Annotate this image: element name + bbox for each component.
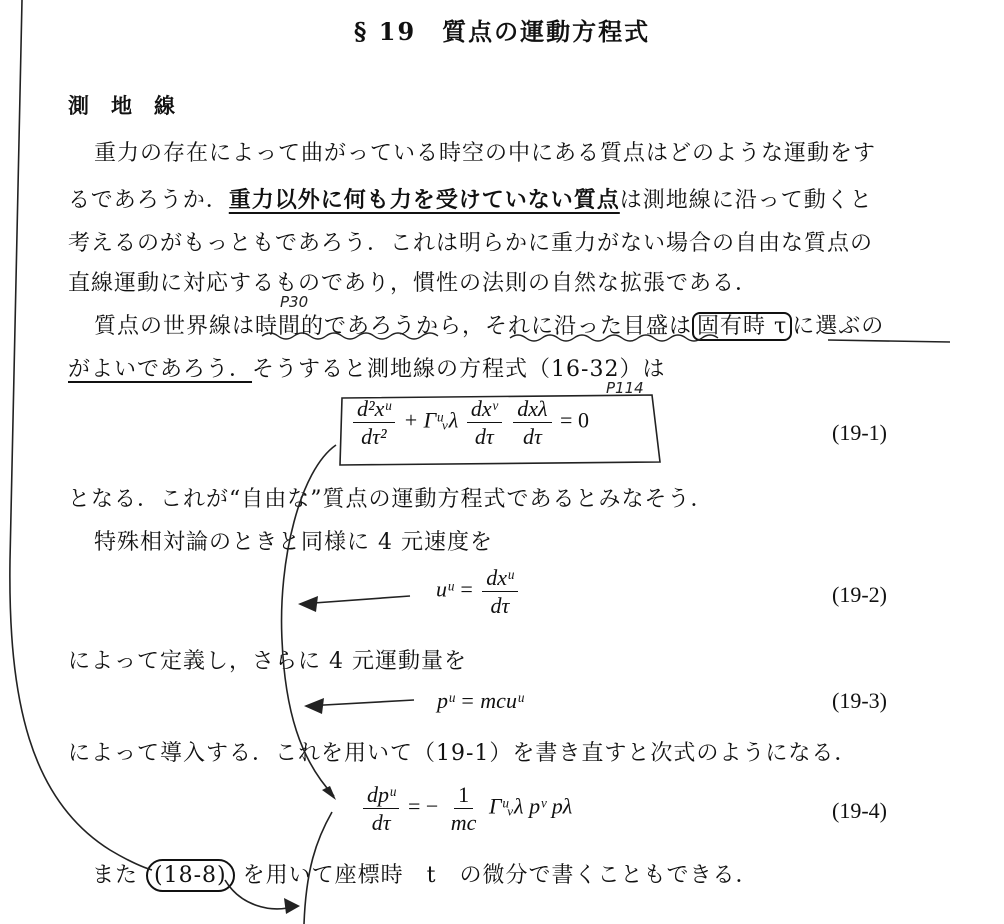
after-eq3: によって導入する．これを用いて（19-1）を書き直すと次式のようになる． <box>68 741 858 766</box>
section-heading: 測地線 <box>68 93 197 118</box>
para2-line1 <box>94 309 884 340</box>
eq4-cnum: 1 <box>454 783 473 809</box>
para1-line1: 重力の存在によって曲がっている時空の中にある質点はどのような運動をす <box>94 141 877 166</box>
eq2-lhs: uᵘ = <box>436 576 474 602</box>
after-eq2: によって定義し，さらに 4 元運動量を <box>68 649 467 674</box>
eq1-frac3-den: dτ <box>522 424 542 450</box>
after-eq1: となる．これが“自由な”質点の運動方程式であるとみなそう． <box>68 487 714 512</box>
eq1-number: (19-1) <box>832 420 887 445</box>
underline-choose <box>828 340 950 342</box>
arrow-head-eq4 <box>322 786 336 800</box>
para1-line2-a: るであろうか． <box>68 188 229 213</box>
eq1-christoffel: + Γᵘᵥλ <box>403 407 459 433</box>
eq1-frac2-num: dxᵛ <box>467 397 502 423</box>
para2-line2-b: そうすると測地線の方程式（16-32）は <box>252 357 666 382</box>
para3: 特殊相対論のときと同様に 4 元速度を <box>94 530 493 555</box>
eq1-frac1 <box>353 397 395 448</box>
para2-line1-d: に選ぶの <box>792 314 885 339</box>
eq1-frac1-num: d²xᵘ <box>353 397 395 423</box>
eq1-frac3-num: dxλ <box>513 397 551 423</box>
last-line-a: また <box>92 863 139 888</box>
eq1-frac2 <box>467 397 502 448</box>
para1-line2 <box>68 183 873 214</box>
para1-line2-c: は測地線に沿って動くと <box>619 188 873 213</box>
last-line <box>92 858 758 889</box>
para1-line4: 直線運動に対応するものであり，慣性の法則の自然な拡張である． <box>68 271 759 296</box>
equation-19-4 <box>360 783 572 834</box>
eq4-rest: Γᵘᵥλ pᵛ pλ <box>488 793 573 819</box>
para2-line2 <box>68 352 665 383</box>
arrow-head-bottom <box>284 898 300 914</box>
handwritten-p30: P30 <box>280 293 309 311</box>
eq2-number: (19-2) <box>832 582 887 607</box>
arrow-head-eq3 <box>304 698 324 714</box>
eq1-frac1-den: dτ² <box>361 424 387 450</box>
eq1-frac3 <box>513 397 551 448</box>
eq4-num: dpᵘ <box>363 783 399 809</box>
equation-19-3: pᵘ = mcuᵘ <box>437 688 524 713</box>
para2-line1-b: それに沿った目盛は <box>485 314 693 339</box>
equation-19-1 <box>350 397 589 448</box>
eq4-frac1 <box>363 783 399 834</box>
eq3-number: (19-3) <box>832 688 887 713</box>
eq2-num: dxᵘ <box>482 566 517 592</box>
equation-19-2 <box>436 566 521 617</box>
para1-line3: 考えるのがもっともであろう．これは明らかに重力がない場合の自由な質点の <box>68 231 874 256</box>
arrow-eq3 <box>306 700 414 706</box>
eq4-den: dτ <box>371 810 391 836</box>
eq2-frac <box>482 566 517 617</box>
eq1-frac2-den: dτ <box>474 424 494 450</box>
para2-line2-a: がよいであろう． <box>68 357 253 382</box>
underlined-free-particle: 重力以外に何も力を受けていない質点 <box>228 187 620 213</box>
handwritten-p114: P114 <box>606 379 644 397</box>
eq4-number: (19-4) <box>832 798 887 823</box>
proper-time-boxed: 固有時 τ <box>692 312 792 341</box>
arrow-head-eq2 <box>298 596 318 612</box>
last-line-b: を用いて座標時 t の微分で書くこともできる． <box>242 863 759 888</box>
eq4-frac2 <box>447 783 481 834</box>
eq1-rhs: = 0 <box>560 407 589 433</box>
eq2-den: dτ <box>490 593 510 619</box>
eq4-cden: mc <box>450 810 477 836</box>
eq4-equals: = − <box>407 793 439 819</box>
page-title: § 19 質点の運動方程式 <box>353 17 651 46</box>
ref-18-8-circled: (18-8) <box>146 859 235 892</box>
para2-line1-a: 質点の世界線は時間的であろうから， <box>94 314 486 339</box>
arrow-eq2 <box>300 596 410 604</box>
